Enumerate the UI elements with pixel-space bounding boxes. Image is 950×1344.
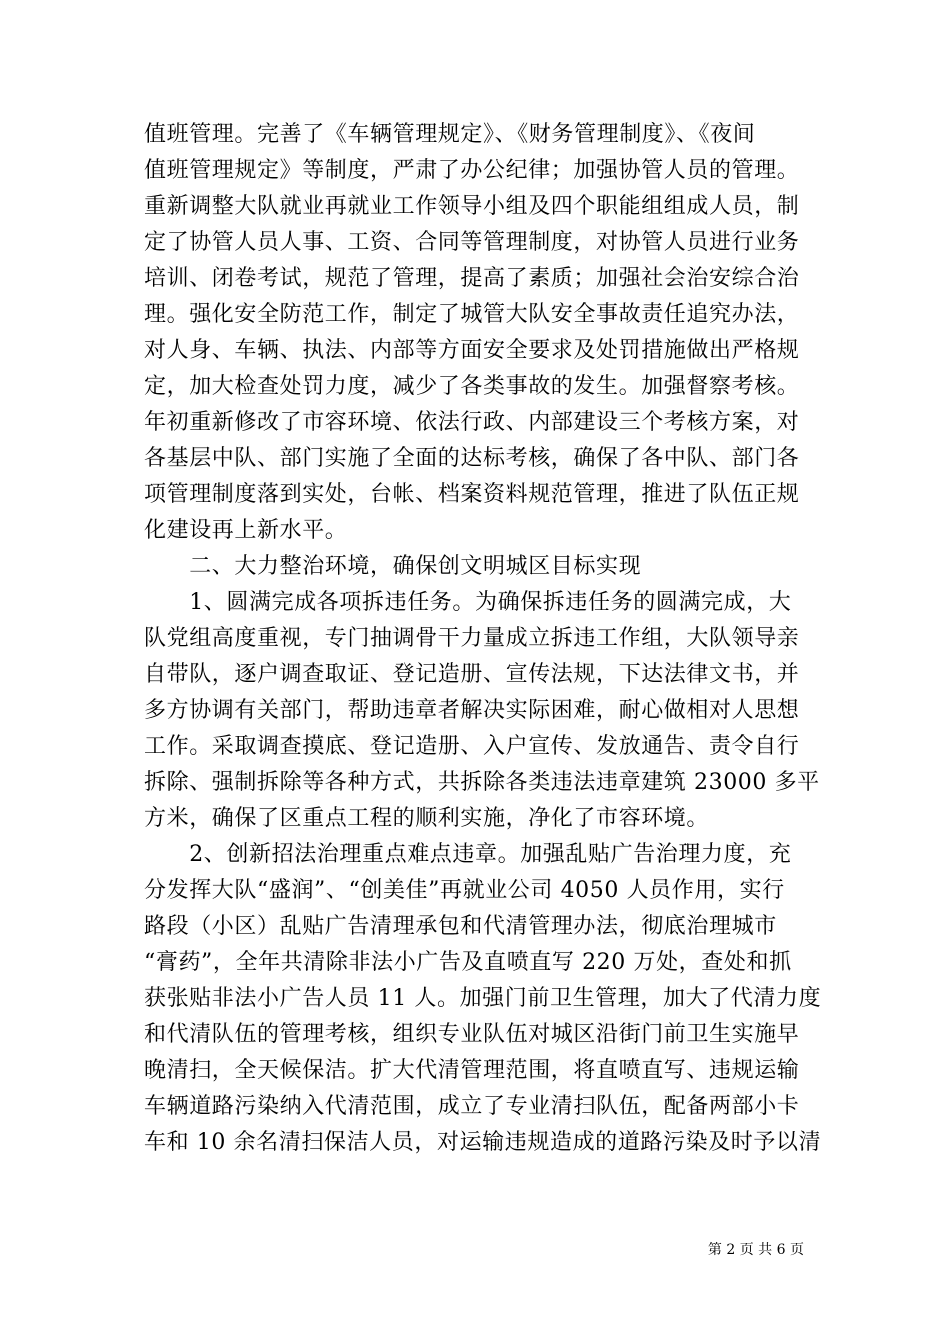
text-line: 重新调整大队就业再就业工作领导小组及四个职能组组成人员，制 [144, 194, 800, 219]
text-line: 工作。采取调查摸底、登记造册、入户宣传、发放通告、责令自行 [144, 734, 800, 759]
text-line: 自带队，逐户调查取证、登记造册、宣传法规，下达法律文书，并 [144, 662, 800, 687]
text-line: 获张贴非法小广告人员 11 人。加强门前卫生管理，加大了代清力度 [144, 986, 822, 1011]
text-line: 值班管理规定》等制度，严肃了办公纪律；加强协管人员的管理。 [144, 158, 800, 183]
text-line: 和代清队伍的管理考核，组织专业队伍对城区沿街门前卫生实施早 [144, 1022, 800, 1047]
page-number: 第 2 页 共 6 页 [707, 1242, 804, 1258]
text-line: 化建设再上新水平。 [144, 518, 348, 543]
text-line: 年初重新修改了市容环境、依法行政、内部建设三个考核方案，对 [144, 410, 800, 435]
text-line: 值班管理。完善了《车辆管理规定》、《财务管理制度》、《夜间 [144, 122, 756, 147]
section-heading: 二、大力整治环境，确保创文明城区目标实现 [144, 554, 642, 579]
text-line: 拆除、强制拆除等各种方式，共拆除各类违法违章建筑 23000 多平 [144, 770, 820, 795]
text-line: 队党组高度重视，专门抽调骨干力量成立拆违工作组，大队领导亲 [144, 626, 800, 651]
text-line: 1、圆满完成各项拆违任务。为确保拆违任务的圆满完成，大 [144, 590, 792, 615]
text-line: 分发挥大队“盛润”、“创美佳”再就业公司 4050 人员作用，实行 [144, 878, 785, 903]
text-line: 方米，确保了区重点工程的顺利实施，净化了市容环境。 [144, 806, 710, 831]
text-line: 晚清扫，全天候保洁。扩大代清管理范围，将直喷直写、违规运输 [144, 1058, 800, 1083]
text-line: 理。强化安全防范工作，制定了城管大队安全事故责任追究办法， [144, 302, 800, 327]
text-line: 路段（小区）乱贴广告清理承包和代清管理办法，彻底治理城市 [144, 914, 777, 939]
text-line: 对人身、车辆、执法、内部等方面安全要求及处罚措施做出严格规 [144, 338, 800, 363]
text-line: 定了协管人员人事、工资、合同等管理制度，对协管人员进行业务 [144, 230, 800, 255]
text-line: 2、创新招法治理重点难点违章。加强乱贴广告治理力度，充 [144, 842, 792, 867]
text-line: 车和 10 余名清扫保洁人员，对运输违规造成的道路污染及时予以清 [144, 1130, 822, 1155]
text-line: 定，加大检查处罚力度，减少了各类事故的发生。加强督察考核。 [144, 374, 800, 399]
text-line: “膏药”，全年共清除非法小广告及直喷直写 220 万处，查处和抓 [144, 950, 792, 975]
text-line: 车辆道路污染纳入代清范围，成立了专业清扫队伍，配备两部小卡 [144, 1094, 800, 1119]
text-line: 项管理制度落到实处，台帐、档案资料规范管理，推进了队伍正规 [144, 482, 800, 507]
text-line: 培训、闭卷考试，规范了管理，提高了素质；加强社会治安综合治 [144, 266, 800, 291]
text-line: 多方协调有关部门，帮助违章者解决实际困难，耐心做相对人思想 [144, 698, 800, 723]
text-line: 各基层中队、部门实施了全面的达标考核，确保了各中队、部门各 [144, 446, 800, 471]
